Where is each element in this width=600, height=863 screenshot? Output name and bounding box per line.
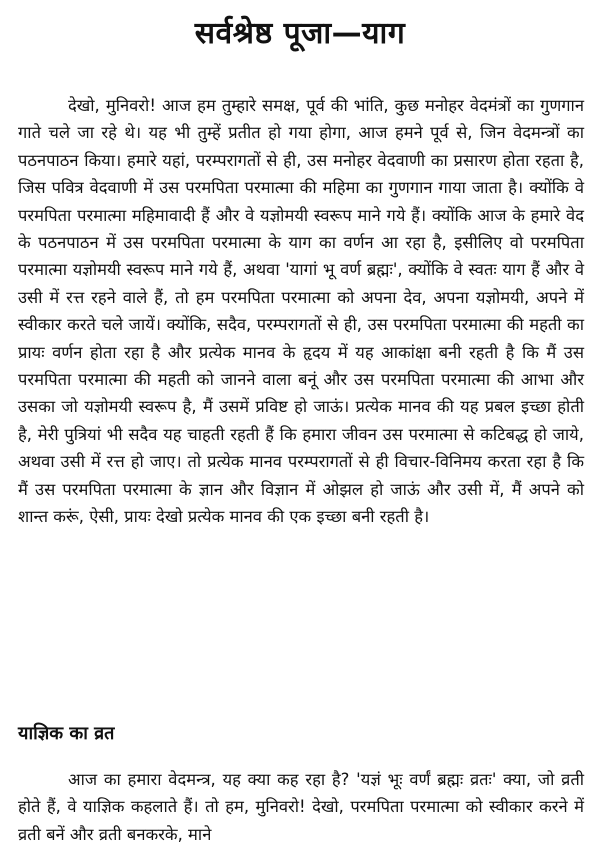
body-paragraph-2: आज का हमारा वेदमन्त्र, यह क्या कह रहा है? 'यज्ञं भूः वर्णं ब्रह्मः व्रतः' क्या, जो व्रती होते हैं, वे याज्ञिक कहलाते हैं। तो हम, मुनिवरो! देखो, परमपिता परमात्मा को स्वीकार करने में व्रती बनें और व्रती बनकरके, माने: [18, 770, 584, 844]
section-heading: याज्ञिक का व्रत: [18, 723, 115, 744]
body-paragraph-1: देखो, मुनिवरो! आज हम तुम्हारे समक्ष, पूर्व की भांति, कुछ मनोहर वेदमंत्रों का गुणगान गाते चले जा रहे थे। यह भी तुम्हें प्रतीत हो गया होगा, आज हमने पूर्व से, जिन वेदमन्त्रों का पठनपाठन किया। हमारे यहां, परम्परागतों से ही, उस मनोहर वेदवाणी का प्रसारण होता रहता है, जिस पवित्र वेदवाणी में उस परमपिता परमात्मा की महिमा का गुणगान गाया जाता है। क्योंकि वे परमपिता परमात्मा महिमावादी हैं और वे यज्ञोमयी स्वरूप माने गये हैं। क्योंकि आज के हमारे वेद के पठनपाठन में उस परमपिता परमात्मा के याग का वर्णन आ रहा है, इसीलिए वो परमपिता परमात्मा यज्ञोमयी स्वरूप माने गये हैं, अथवा 'यागां भू वर्ण ब्रह्मः', क्योंकि वे स्वतः याग हैं और वे उसी में रत्त रहने वाले हैं, तो हम परमपिता परमात्मा को अपना देव, अपना यज्ञोमयी, अपने में स्वीकार करते चले जायें। क्योंकि, सदैव, परम्परागतों से ही, उस परमपिता परमात्मा की महती का प्रायः वर्णन होता रहा है और प्रत्येक मानव के हृदय में यह आकांक्षा बनी रहती है कि मैं उस परमपिता परमात्मा की महती को जानने वाला बनूं और उस परमपिता परमात्मा की आभा और उसका जो यज्ञोमयी स्वरूप है, मैं उसमें प्रविष्ट हो जाऊं। प्रत्येक मानव की यह प्रबल इच्छा होती है, मेरी पुत्रियां भी सदैव यह चाहती रहती हैं कि हमारा जीवन उस परमात्मा से कटिबद्ध हो जाये, अथवा उसी में रत्त हो जाए। तो प्रत्येक मानव परम्परागतों से ही विचार-विनिमय करता रहा है कि मैं उस परमपिता परमात्मा के ज्ञान और विज्ञान में ओझल हो जाऊं और उसी में, मैं अपने को शान्त करूं, ऐसी, प्रायः देखो प्रत्येक मानव की एक इच्छा बनी रहती है।: [18, 96, 584, 527]
chapter-title: सर्वश्रेष्ठ पूजा—याग: [194, 16, 406, 51]
